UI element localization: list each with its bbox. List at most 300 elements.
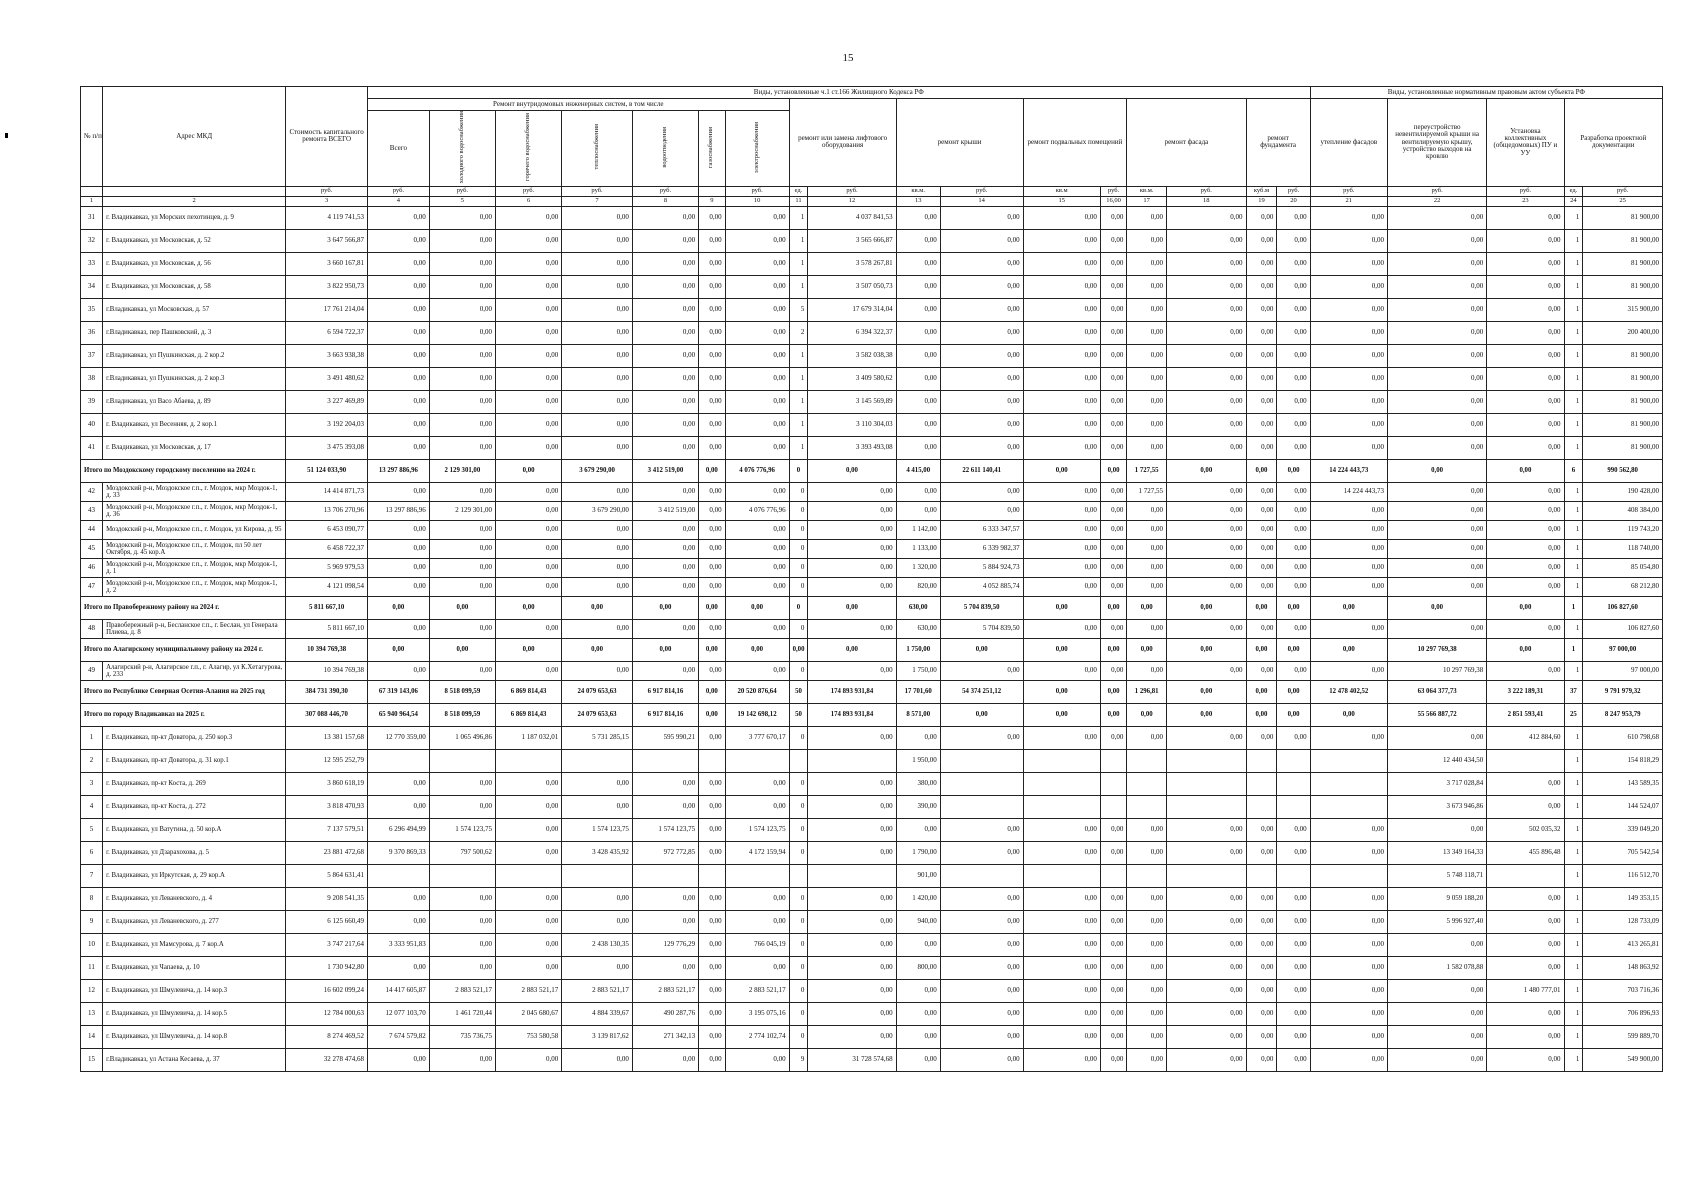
row-value-cell: 706 896,93 [1583, 1002, 1663, 1025]
row-value-cell [725, 864, 789, 887]
table-row [81, 321, 1663, 344]
row-value-cell: 0,00 [1310, 910, 1387, 933]
row-value-cell: 315 900,00 [1583, 298, 1663, 321]
row-value-cell [632, 864, 698, 887]
row-value-cell: 3 507 050,73 [808, 275, 896, 298]
row-value-cell: 0,00 [1127, 619, 1167, 638]
row-value-cell: 6 296 494,99 [367, 818, 429, 841]
row-value-cell: 0,00 [1487, 206, 1564, 229]
row-value-cell: 753 580,58 [496, 1025, 562, 1048]
row-value-cell: 0,00 [1487, 956, 1564, 979]
row-value-cell [1127, 749, 1167, 772]
row-count-cell: 2 [789, 321, 808, 344]
total-cell: 0,00 [1100, 596, 1126, 619]
row-value-cell: 2 883 521,17 [725, 979, 789, 1002]
row-value-cell [940, 749, 1023, 772]
row-value-cell: 0,00 [1127, 520, 1167, 539]
row-value-cell: 9 059 188,20 [1387, 887, 1486, 910]
row-value-cell: 0,00 [1246, 413, 1277, 436]
row-value-cell: 0,00 [1023, 367, 1100, 390]
total-row [81, 703, 1663, 726]
row-value-cell: 0,00 [496, 501, 562, 520]
row-index: 38 [81, 367, 103, 390]
row-value-cell: 0,00 [940, 979, 1023, 1002]
unit-empty-index [81, 186, 103, 196]
row-value-cell: 610 798,68 [1583, 726, 1663, 749]
row-value-cell: 0,00 [1277, 956, 1310, 979]
row-value-cell: 0,00 [1277, 321, 1310, 344]
table-row [81, 818, 1663, 841]
row-address: г. Владикавказ, ул Московская, д. 52 [103, 229, 286, 252]
row-value-cell: 3 192 204,03 [286, 413, 368, 436]
row-value-cell: 0,00 [496, 298, 562, 321]
row-value-cell: 0,00 [632, 413, 698, 436]
row-value-cell: 0,00 [367, 887, 429, 910]
row-value-cell: 0,00 [562, 795, 633, 818]
row-value-cell: 0,00 [1167, 818, 1246, 841]
total-cell: 307 088 446,70 [286, 703, 368, 726]
row-address: г. Владикавказ, ул Дзарахохова, д. 5 [103, 841, 286, 864]
row-value-cell: 2 883 521,17 [429, 979, 495, 1002]
row-value-cell: 0,00 [1487, 482, 1564, 501]
row-value-cell: 0,00 [1487, 558, 1564, 577]
margin-mark [5, 133, 8, 138]
row-count-cell [789, 864, 808, 887]
row-value-cell: 0,00 [1023, 413, 1100, 436]
repair-plan-table [80, 86, 1663, 1072]
row-value-cell: 14 224 443,73 [1310, 482, 1387, 501]
table-row [81, 1025, 1663, 1048]
total-cell: 51 124 033,90 [286, 459, 368, 482]
row-value-cell: 106 827,60 [1583, 619, 1663, 638]
row-address: г.Владикавказ, пер Пашковский, д. 3 [103, 321, 286, 344]
row-value-cell: 797 500,62 [429, 841, 495, 864]
row-value-cell: 81 900,00 [1583, 344, 1663, 367]
total-cell: 0,00 [1310, 703, 1387, 726]
row-value-cell: 0,00 [896, 321, 940, 344]
row-value-cell: 0,00 [725, 367, 789, 390]
column-number: 1 [81, 196, 103, 206]
row-value-cell: 3 475 393,08 [286, 436, 368, 459]
row-value-cell: 0,00 [699, 413, 725, 436]
row-value-cell: 0,00 [367, 321, 429, 344]
row-value-cell: 0,00 [1246, 539, 1277, 558]
row-value-cell: 0,00 [1246, 1048, 1277, 1071]
row-value-cell: 3 145 569,89 [808, 390, 896, 413]
total-cell: 3 412 519,00 [632, 459, 698, 482]
total-cell: 0,00 [496, 596, 562, 619]
header-units-row [81, 186, 1663, 196]
row-value-cell: 0,00 [1023, 1048, 1100, 1071]
total-cell: 1 [1564, 596, 1583, 619]
row-value-cell: 6 458 722,37 [286, 539, 368, 558]
row-value-cell: 0,00 [1100, 252, 1126, 275]
total-cell: 65 940 964,54 [367, 703, 429, 726]
row-value-cell: 0,00 [1387, 206, 1486, 229]
row-value-cell: 0,00 [896, 1048, 940, 1071]
row-value-cell: 0,00 [496, 344, 562, 367]
row-value-cell [808, 749, 896, 772]
row-value-cell: 0,00 [699, 298, 725, 321]
row-value-cell: 0,00 [1277, 661, 1310, 680]
row-value-cell [1100, 749, 1126, 772]
row-value-cell: 0,00 [1023, 956, 1100, 979]
row-value-cell: 0,00 [496, 321, 562, 344]
row-value-cell: 0,00 [562, 482, 633, 501]
row-address: г. Владикавказ, пр-кт Доватора, д. 250 кор.3 [103, 726, 286, 749]
row-count-cell: 1 [789, 413, 808, 436]
row-count-cell: 1 [1564, 390, 1583, 413]
row-value-cell: 4 037 841,53 [808, 206, 896, 229]
row-index: 7 [81, 864, 103, 887]
row-value-cell: 0,00 [1127, 1002, 1167, 1025]
unit-cell: кв.м [1023, 186, 1100, 196]
row-value-cell [1310, 749, 1387, 772]
row-index: 6 [81, 841, 103, 864]
row-value-cell: 0,00 [1167, 413, 1246, 436]
total-cell: 6 869 814,43 [496, 680, 562, 703]
row-value-cell: 17 761 214,04 [286, 298, 368, 321]
row-value-cell: 0,00 [496, 956, 562, 979]
row-count-cell: 0 [789, 726, 808, 749]
row-value-cell: 0,00 [1387, 390, 1486, 413]
row-value-cell: 0,00 [496, 619, 562, 638]
row-value-cell: 0,00 [1023, 539, 1100, 558]
row-value-cell: 0,00 [1100, 367, 1126, 390]
row-value-cell: 0,00 [367, 344, 429, 367]
row-value-cell: 1 727,55 [1127, 482, 1167, 501]
row-value-cell: 0,00 [1167, 367, 1246, 390]
header-design: Разработка проектной документации [1564, 99, 1662, 187]
total-cell: 0,00 [1023, 703, 1100, 726]
row-index: 8 [81, 887, 103, 910]
row-value-cell: 0,00 [429, 482, 495, 501]
row-value-cell: 0,00 [1387, 539, 1486, 558]
row-value-cell: 0,00 [1487, 229, 1564, 252]
row-value-cell: 81 900,00 [1583, 275, 1663, 298]
row-value-cell: 81 900,00 [1583, 436, 1663, 459]
row-index: 35 [81, 298, 103, 321]
row-address: г. Владикавказ, ул Шмулевича, д. 14 кор.3 [103, 979, 286, 1002]
row-value-cell: 1 730 942,80 [286, 956, 368, 979]
row-count-cell: 1 [789, 206, 808, 229]
row-value-cell: 0,00 [1277, 390, 1310, 413]
row-value-cell: 0,00 [1310, 229, 1387, 252]
row-value-cell [1167, 749, 1246, 772]
row-value-cell: 3 660 167,81 [286, 252, 368, 275]
row-value-cell: 0,00 [1310, 413, 1387, 436]
row-value-cell: 0,00 [1310, 1048, 1387, 1071]
row-value-cell: 0,00 [896, 933, 940, 956]
row-value-cell: 0,00 [562, 206, 633, 229]
total-cell: 0,00 [789, 638, 808, 661]
row-value-cell: 0,00 [1167, 887, 1246, 910]
row-value-cell: 0,00 [1487, 1025, 1564, 1048]
row-value-cell: 0,00 [1246, 206, 1277, 229]
row-value-cell: 0,00 [1167, 933, 1246, 956]
row-value-cell: 97 000,00 [1583, 661, 1663, 680]
column-number: 21 [1310, 196, 1387, 206]
total-cell: 24 079 653,63 [562, 680, 633, 703]
row-count-cell [789, 749, 808, 772]
row-value-cell: 0,00 [1387, 501, 1486, 520]
row-address: Моздокский р-н, Моздокское г.п., г. Моздок, мкр Моздок-1, д. 2 [103, 577, 286, 596]
row-value-cell: 0,00 [496, 520, 562, 539]
row-count-cell: 5 [789, 298, 808, 321]
row-value-cell: 0,00 [1100, 979, 1126, 1002]
header-group-housing-code: Виды, установленные ч.1 ст.166 Жилищного Кодекса РФ [367, 87, 1310, 99]
header-index: № п/п [81, 87, 103, 187]
row-value-cell: 0,00 [1277, 436, 1310, 459]
row-value-cell: 0,00 [496, 539, 562, 558]
header-basement: ремонт подвальных помещений [1023, 99, 1127, 187]
row-value-cell: 0,00 [1246, 436, 1277, 459]
row-value-cell: 0,00 [808, 482, 896, 501]
total-cell: 0,00 [1127, 638, 1167, 661]
row-count-cell: 1 [1564, 772, 1583, 795]
row-value-cell: 0,00 [496, 661, 562, 680]
row-value-cell: 6 453 090,77 [286, 520, 368, 539]
row-value-cell: 0,00 [699, 390, 725, 413]
row-value-cell: 0,00 [940, 910, 1023, 933]
row-value-cell: 0,00 [1310, 933, 1387, 956]
row-value-cell: 1 187 032,01 [496, 726, 562, 749]
row-value-cell: 13 297 886,96 [367, 501, 429, 520]
row-index: 4 [81, 795, 103, 818]
header-roof: ремонт крыши [896, 99, 1023, 187]
table-row [81, 661, 1663, 680]
row-value-cell: 0,00 [699, 1048, 725, 1071]
row-value-cell: 0,00 [562, 390, 633, 413]
row-value-cell: 0,00 [1167, 558, 1246, 577]
row-value-cell: 0,00 [562, 436, 633, 459]
row-value-cell: 0,00 [1487, 275, 1564, 298]
row-value-cell: 0,00 [1167, 1025, 1246, 1048]
total-title: Итого по городу Владикавказ на 2025 г. [81, 703, 286, 726]
column-number: 10 [725, 196, 789, 206]
row-value-cell: 0,00 [1167, 979, 1246, 1002]
row-address: г. Владикавказ, пр-кт Коста, д. 269 [103, 772, 286, 795]
total-cell: 3 679 290,00 [562, 459, 633, 482]
row-value-cell: 0,00 [808, 558, 896, 577]
row-value-cell: 0,00 [1487, 321, 1564, 344]
row-value-cell: 17 679 314,04 [808, 298, 896, 321]
row-value-cell: 0,00 [699, 344, 725, 367]
row-value-cell: 0,00 [1167, 661, 1246, 680]
total-cell: 0,00 [1487, 638, 1564, 661]
row-count-cell: 1 [789, 229, 808, 252]
row-value-cell: 0,00 [1127, 367, 1167, 390]
row-value-cell: 0,00 [1023, 841, 1100, 864]
total-cell: 0,00 [699, 680, 725, 703]
row-value-cell [1310, 864, 1387, 887]
row-count-cell: 0 [789, 577, 808, 596]
header-sewer: водоотведения [632, 111, 698, 187]
row-value-cell: 0,00 [1387, 413, 1486, 436]
row-value-cell: 0,00 [632, 1048, 698, 1071]
row-index: 14 [81, 1025, 103, 1048]
total-title: Итого по Правобережному району на 2024 г. [81, 596, 286, 619]
row-value-cell: 0,00 [367, 910, 429, 933]
row-value-cell: 0,00 [1246, 229, 1277, 252]
row-value-cell: 0,00 [562, 252, 633, 275]
row-value-cell: 0,00 [1487, 772, 1564, 795]
row-value-cell: 1 574 123,75 [562, 818, 633, 841]
row-value-cell: 0,00 [1387, 619, 1486, 638]
row-value-cell: 0,00 [367, 298, 429, 321]
total-cell: 0,00 [940, 703, 1023, 726]
row-value-cell: 0,00 [1167, 344, 1246, 367]
row-value-cell: 85 054,80 [1583, 558, 1663, 577]
row-value-cell: 0,00 [367, 367, 429, 390]
total-cell: 8 247 953,79 [1583, 703, 1663, 726]
column-number: 16,00 [1100, 196, 1126, 206]
row-address: г.Владикавказ, ул Пушкинская, д. 2 кор.2 [103, 344, 286, 367]
row-value-cell: 0,00 [1310, 1025, 1387, 1048]
row-value-cell: 0,00 [632, 344, 698, 367]
row-value-cell: 0,00 [699, 979, 725, 1002]
row-value-cell: 0,00 [1487, 436, 1564, 459]
row-value-cell: 0,00 [632, 482, 698, 501]
row-value-cell: 703 716,36 [1583, 979, 1663, 1002]
row-value-cell [1246, 864, 1277, 887]
row-value-cell: 0,00 [1387, 229, 1486, 252]
row-value-cell: 12 077 103,70 [367, 1002, 429, 1025]
row-value-cell: 0,00 [1167, 726, 1246, 749]
row-index: 48 [81, 619, 103, 638]
table-row [81, 577, 1663, 596]
row-value-cell: 143 589,35 [1583, 772, 1663, 795]
row-index: 45 [81, 539, 103, 558]
row-value-cell: 0,00 [1100, 482, 1126, 501]
row-index: 9 [81, 910, 103, 933]
row-value-cell [429, 749, 495, 772]
row-value-cell: 0,00 [1023, 933, 1100, 956]
row-count-cell: 1 [1564, 661, 1583, 680]
table-row [81, 956, 1663, 979]
row-value-cell: 0,00 [632, 795, 698, 818]
total-cell: 0,00 [725, 596, 789, 619]
total-cell: 0,00 [1100, 638, 1126, 661]
row-value-cell: 3 409 580,62 [808, 367, 896, 390]
row-count-cell: 0 [789, 818, 808, 841]
row-value-cell: 0,00 [1387, 933, 1486, 956]
row-value-cell: 0,00 [940, 413, 1023, 436]
row-value-cell: 0,00 [1387, 252, 1486, 275]
total-row [81, 596, 1663, 619]
row-address: г. Владикавказ, ул Московская, д. 58 [103, 275, 286, 298]
row-value-cell: 12 784 000,63 [286, 1002, 368, 1025]
total-cell: 6 869 814,43 [496, 703, 562, 726]
row-value-cell: 0,00 [699, 206, 725, 229]
total-title: Итого по Республике Северная Осетия-Алания на 2025 год [81, 680, 286, 703]
row-value-cell: 0,00 [725, 661, 789, 680]
row-value-cell: 0,00 [1277, 520, 1310, 539]
total-cell: 0,00 [562, 638, 633, 661]
row-value-cell: 0,00 [1246, 390, 1277, 413]
column-number: 9 [699, 196, 725, 206]
row-value-cell [1167, 772, 1246, 795]
table-row [81, 206, 1663, 229]
total-cell: 174 893 931,84 [808, 703, 896, 726]
total-cell: 19 142 698,12 [725, 703, 789, 726]
row-value-cell: 0,00 [940, 661, 1023, 680]
row-value-cell: 6 333 347,57 [940, 520, 1023, 539]
unit-cell: руб. [725, 186, 789, 196]
row-value-cell: 0,00 [429, 910, 495, 933]
row-count-cell: 0 [789, 1025, 808, 1048]
total-cell: 1 296,81 [1127, 680, 1167, 703]
row-value-cell: 0,00 [1246, 910, 1277, 933]
row-index: 15 [81, 1048, 103, 1071]
row-value-cell: 0,00 [1277, 841, 1310, 864]
row-count-cell: 1 [1564, 979, 1583, 1002]
row-value-cell: 0,00 [1167, 275, 1246, 298]
row-count-cell: 1 [1564, 520, 1583, 539]
row-value-cell: 0,00 [1277, 344, 1310, 367]
row-value-cell: 0,00 [632, 275, 698, 298]
row-value-cell: 0,00 [1127, 206, 1167, 229]
row-value-cell: 4 052 885,74 [940, 577, 1023, 596]
total-cell: 0,00 [1100, 703, 1126, 726]
row-value-cell: 0,00 [632, 252, 698, 275]
unit-cell: руб. [286, 186, 368, 196]
row-value-cell: 0,00 [562, 1048, 633, 1071]
row-value-cell: 0,00 [429, 661, 495, 680]
total-cell: 0,00 [699, 596, 725, 619]
total-cell: 0,00 [1023, 638, 1100, 661]
row-value-cell: 0,00 [1100, 956, 1126, 979]
row-value-cell: 0,00 [808, 539, 896, 558]
row-value-cell: 0,00 [1100, 661, 1126, 680]
row-value-cell: 0,00 [1246, 520, 1277, 539]
column-number: 18 [1167, 196, 1246, 206]
row-value-cell: 116 512,70 [1583, 864, 1663, 887]
unit-cell: руб. [429, 186, 495, 196]
total-cell: 0,00 [367, 596, 429, 619]
row-address: Моздокский р-н, Моздокское г.п., г. Моздок, мкр Моздок-1, д. 36 [103, 501, 286, 520]
row-value-cell: 0,00 [1387, 726, 1486, 749]
row-value-cell: 0,00 [808, 1002, 896, 1025]
row-value-cell: 0,00 [1127, 726, 1167, 749]
total-cell: 0,00 [1387, 459, 1486, 482]
row-count-cell: 1 [1564, 749, 1583, 772]
total-cell: 174 893 931,84 [808, 680, 896, 703]
unit-cell: руб. [632, 186, 698, 196]
table-body [81, 206, 1663, 1071]
row-count-cell: 1 [789, 390, 808, 413]
row-value-cell: 0,00 [1277, 229, 1310, 252]
row-value-cell: 0,00 [1277, 482, 1310, 501]
total-cell: 0,00 [1277, 596, 1310, 619]
total-cell: 0,00 [1246, 680, 1277, 703]
unit-cell: руб. [940, 186, 1023, 196]
row-value-cell: 5 811 667,10 [286, 619, 368, 638]
row-value-cell [1246, 772, 1277, 795]
row-value-cell: 5 864 631,41 [286, 864, 368, 887]
row-value-cell: 0,00 [429, 321, 495, 344]
total-cell: 0,00 [1277, 680, 1310, 703]
row-value-cell: 0,00 [940, 818, 1023, 841]
row-value-cell: 0,00 [1127, 577, 1167, 596]
header-elevator: ремонт или замена лифтового оборудования [789, 99, 896, 187]
row-value-cell: 0,00 [940, 887, 1023, 910]
row-value-cell: 0,00 [1100, 1025, 1126, 1048]
row-value-cell: 0,00 [632, 910, 698, 933]
row-value-cell: 0,00 [896, 1002, 940, 1025]
row-value-cell [1487, 749, 1564, 772]
row-value-cell: 1 480 777,01 [1487, 979, 1564, 1002]
